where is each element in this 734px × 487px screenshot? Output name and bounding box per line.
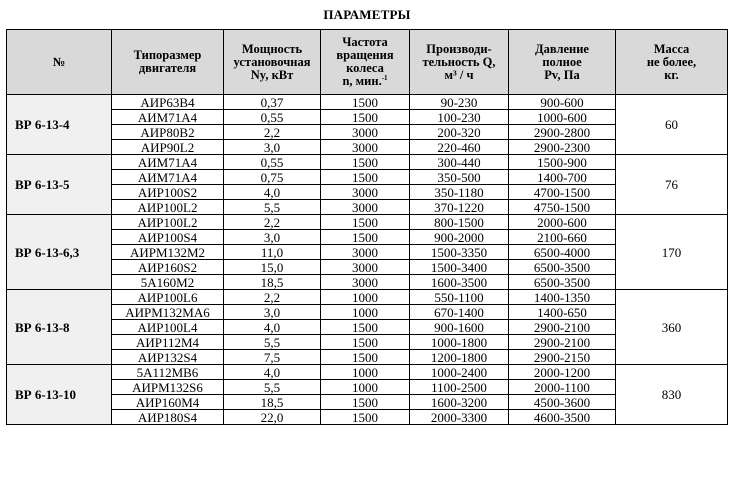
- power-cell: 4,0: [224, 185, 321, 200]
- flow-cell: 1000-2400: [410, 365, 509, 380]
- power-cell: 18,5: [224, 395, 321, 410]
- speed-cell: 1000: [321, 380, 410, 395]
- speed-cell: 1500: [321, 410, 410, 425]
- speed-cell: 1500: [321, 170, 410, 185]
- header-power: Мощность установочная Ny, кВт: [224, 30, 321, 95]
- motor-cell: АИР160М4: [112, 395, 224, 410]
- motor-cell: АИМ71А4: [112, 110, 224, 125]
- motor-cell: АИМ71А4: [112, 155, 224, 170]
- mass-cell: 360: [616, 290, 728, 365]
- power-cell: 0,37: [224, 95, 321, 110]
- power-cell: 4,0: [224, 320, 321, 335]
- speed-cell: 3000: [321, 125, 410, 140]
- pressure-cell: 1400-700: [509, 170, 616, 185]
- fan-model-cell: ВР 6-13-8: [7, 290, 112, 365]
- power-cell: 5,5: [224, 335, 321, 350]
- speed-cell: 3000: [321, 140, 410, 155]
- fan-model-cell: ВР 6-13-5: [7, 155, 112, 215]
- power-cell: 2,2: [224, 125, 321, 140]
- table-row: [7, 95, 728, 110]
- flow-cell: 670-1400: [410, 305, 509, 320]
- power-cell: 4,0: [224, 365, 321, 380]
- pressure-cell: 2000-1200: [509, 365, 616, 380]
- flow-cell: 350-1180: [410, 185, 509, 200]
- table-header-row: [7, 30, 728, 95]
- power-cell: 0,55: [224, 155, 321, 170]
- flow-cell: 1000-1800: [410, 335, 509, 350]
- table-body: [7, 95, 728, 425]
- flow-cell: 1500-3350: [410, 245, 509, 260]
- flow-cell: 2000-3300: [410, 410, 509, 425]
- pressure-cell: 2100-660: [509, 230, 616, 245]
- motor-cell: АИРМ132МА6: [112, 305, 224, 320]
- motor-cell: АИР160S2: [112, 260, 224, 275]
- speed-cell: 1500: [321, 155, 410, 170]
- power-cell: 0,55: [224, 110, 321, 125]
- pressure-cell: 2900-2300: [509, 140, 616, 155]
- motor-cell: АИРМ132S6: [112, 380, 224, 395]
- motor-cell: АИМ71А4: [112, 170, 224, 185]
- flow-cell: 1200-1800: [410, 350, 509, 365]
- speed-cell: 1500: [321, 110, 410, 125]
- pressure-cell: 1500-900: [509, 155, 616, 170]
- speed-cell: 1500: [321, 230, 410, 245]
- motor-cell: АИР90L2: [112, 140, 224, 155]
- pressure-cell: 1000-600: [509, 110, 616, 125]
- speed-cell: 1000: [321, 290, 410, 305]
- table-row: [7, 215, 728, 230]
- motor-cell: АИР100L4: [112, 320, 224, 335]
- pressure-cell: 4600-3500: [509, 410, 616, 425]
- pressure-cell: 4750-1500: [509, 200, 616, 215]
- table-row: [7, 290, 728, 305]
- flow-cell: 90-230: [410, 95, 509, 110]
- flow-cell: 550-1100: [410, 290, 509, 305]
- power-cell: 22,0: [224, 410, 321, 425]
- power-cell: 0,75: [224, 170, 321, 185]
- header-num: №: [7, 30, 112, 95]
- power-cell: 5,5: [224, 200, 321, 215]
- fan-model-cell: ВР 6-13-10: [7, 365, 112, 425]
- mass-cell: 60: [616, 95, 728, 155]
- pressure-cell: 6500-3500: [509, 275, 616, 290]
- flow-cell: 900-1600: [410, 320, 509, 335]
- flow-cell: 1500-3400: [410, 260, 509, 275]
- mass-cell: 170: [616, 215, 728, 290]
- flow-cell: 1600-3500: [410, 275, 509, 290]
- speed-cell: 3000: [321, 185, 410, 200]
- flow-cell: 900-2000: [410, 230, 509, 245]
- power-cell: 2,2: [224, 290, 321, 305]
- mass-cell: 76: [616, 155, 728, 215]
- motor-cell: АИР100L6: [112, 290, 224, 305]
- flow-cell: 1100-2500: [410, 380, 509, 395]
- pressure-cell: 1400-650: [509, 305, 616, 320]
- motor-cell: АИР100S4: [112, 230, 224, 245]
- fan-model-cell: ВР 6-13-4: [7, 95, 112, 155]
- speed-cell: 3000: [321, 200, 410, 215]
- pressure-cell: 2900-2100: [509, 335, 616, 350]
- speed-cell: 1000: [321, 305, 410, 320]
- power-cell: 3,0: [224, 140, 321, 155]
- pressure-cell: 2000-600: [509, 215, 616, 230]
- page-title: ПАРАМЕТРЫ: [323, 7, 411, 22]
- power-cell: 7,5: [224, 350, 321, 365]
- speed-cell: 1500: [321, 335, 410, 350]
- motor-cell: АИР180S4: [112, 410, 224, 425]
- pressure-cell: 2000-1100: [509, 380, 616, 395]
- flow-cell: 350-500: [410, 170, 509, 185]
- power-cell: 2,2: [224, 215, 321, 230]
- pressure-cell: 1400-1350: [509, 290, 616, 305]
- motor-cell: АИР132S4: [112, 350, 224, 365]
- motor-cell: АИРМ132М2: [112, 245, 224, 260]
- pressure-cell: 2900-2150: [509, 350, 616, 365]
- pressure-cell: 2900-2800: [509, 125, 616, 140]
- pressure-cell: 900-600: [509, 95, 616, 110]
- flow-cell: 200-320: [410, 125, 509, 140]
- power-cell: 11,0: [224, 245, 321, 260]
- header-flow: Производи- тельность Q, м³ / ч: [410, 30, 509, 95]
- header-speed: Частота вращения колеса n, мин.$^{-1}$: [321, 30, 410, 95]
- motor-cell: АИР112М4: [112, 335, 224, 350]
- power-cell: 5,5: [224, 380, 321, 395]
- power-cell: 15,0: [224, 260, 321, 275]
- header-pressure: Давление полное Pv, Па: [509, 30, 616, 95]
- table-row: [7, 365, 728, 380]
- speed-cell: 1500: [321, 95, 410, 110]
- speed-cell: 1500: [321, 350, 410, 365]
- header-motor: Типоразмер двигателя: [112, 30, 224, 95]
- table-row: [7, 155, 728, 170]
- speed-cell: 1500: [321, 215, 410, 230]
- pressure-cell: 2900-2100: [509, 320, 616, 335]
- motor-cell: АИР100L2: [112, 215, 224, 230]
- fan-model-cell: ВР 6-13-6,3: [7, 215, 112, 290]
- header-mass: Масса не более, кг.: [616, 30, 728, 95]
- flow-cell: 1600-3200: [410, 395, 509, 410]
- power-cell: 18,5: [224, 275, 321, 290]
- pressure-cell: 6500-4000: [509, 245, 616, 260]
- flow-cell: 300-440: [410, 155, 509, 170]
- motor-cell: АИР63В4: [112, 95, 224, 110]
- motor-cell: АИР100S2: [112, 185, 224, 200]
- power-cell: 3,0: [224, 230, 321, 245]
- pressure-cell: 6500-3500: [509, 260, 616, 275]
- motor-cell: 5А160М2: [112, 275, 224, 290]
- mass-cell: 830: [616, 365, 728, 425]
- flow-cell: 100-230: [410, 110, 509, 125]
- motor-cell: 5А112МВ6: [112, 365, 224, 380]
- flow-cell: 370-1220: [410, 200, 509, 215]
- speed-cell: 1500: [321, 320, 410, 335]
- flow-cell: 220-460: [410, 140, 509, 155]
- motor-cell: АИР100L2: [112, 200, 224, 215]
- motor-cell: АИР80В2: [112, 125, 224, 140]
- flow-cell: 800-1500: [410, 215, 509, 230]
- speed-cell: 3000: [321, 245, 410, 260]
- speed-cell: 1000: [321, 365, 410, 380]
- power-cell: 3,0: [224, 305, 321, 320]
- pressure-cell: 4500-3600: [509, 395, 616, 410]
- speed-cell: 3000: [321, 275, 410, 290]
- speed-cell: 1500: [321, 395, 410, 410]
- speed-cell: 3000: [321, 260, 410, 275]
- pressure-cell: 4700-1500: [509, 185, 616, 200]
- parameters-table: [6, 29, 728, 425]
